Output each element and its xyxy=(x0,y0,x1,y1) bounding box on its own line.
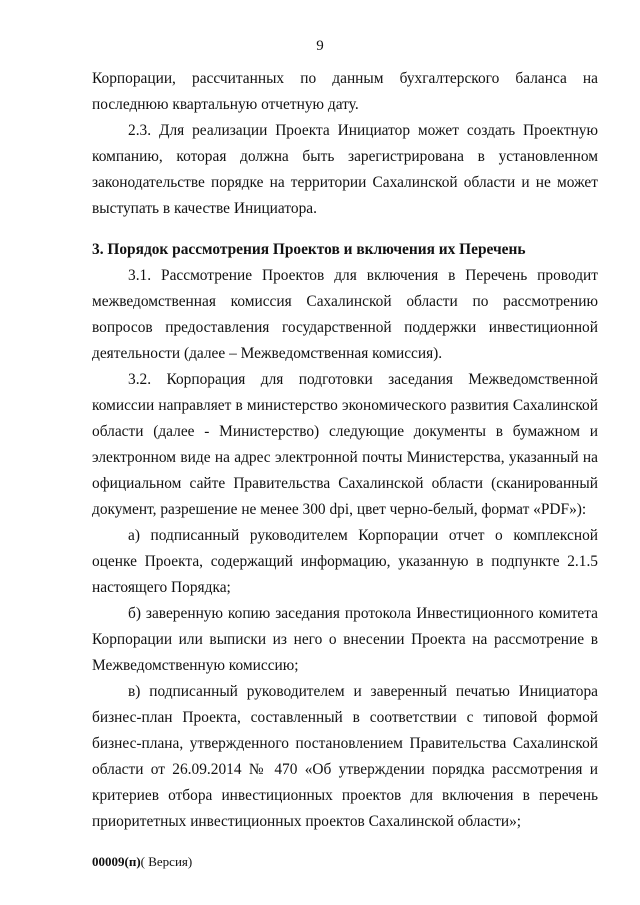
page-number: 9 xyxy=(316,38,324,54)
list-item-b: б) заверенную копию заседания протокола Инвестиционного комитета Корпорации или выписки из него о внесении Проекта на рассмотрение в Межведомственную комиссию; xyxy=(92,605,598,674)
section-spacer xyxy=(92,222,598,237)
paragraph-3-2: 3.2. Корпорация для подготовки заседания Межведомственной комиссии направляет в министерство экономического развития Сахалинской области (далее - Министерство) следующие документы в бумажном и электронном виде на адрес электронной почты Министерства, указанный на официальном сайте Правительства Сахалинской области (сканированный документ, разрешение не менее 300 dpi, цвет черно-белый, формат «PDF»): xyxy=(92,371,598,518)
paragraph-3-1: 3.1. Рассмотрение Проектов для включения в Перечень проводит межведомственная комиссия Сахалинской области по рассмотрению вопросов предоставления государственной поддержки инвестиционной деятельности (далее – Межведомственная комиссия). xyxy=(92,267,598,362)
footer-version xyxy=(92,854,192,870)
paragraph-continuation: Корпорации, рассчитанных по данным бухгалтерского баланса на последнюю квартальную отчетную дату. xyxy=(92,70,598,113)
footer-code: 00009(п) xyxy=(92,854,141,869)
section-heading-3: 3. Порядок рассмотрения Проектов и включения их Перечень xyxy=(92,241,526,258)
paragraph-2-3: 2.3. Для реализации Проекта Инициатор может создать Проектную компанию, которая должна быть зарегистрирована в установленном законодательстве порядке на территории Сахалинской области и не может выступать в качестве Инициатора. xyxy=(92,122,598,217)
document-body xyxy=(92,66,598,835)
list-item-v: в) подписанный руководителем и заверенный печатью Инициатора бизнес-план Проекта, составленный в соответствии с типовой формой бизнес-плана, утвержденного постановлением Правительства Сахалинской области от 26.09.2014 № 470 «Об утверждении порядка рассмотрения и критериев отбора инвестиционных проектов для включения в перечень приоритетных инвестиционных проектов Сахалинской области»; xyxy=(92,683,598,830)
footer-version-label: ( Версия) xyxy=(140,854,193,869)
list-item-a: а) подписанный руководителем Корпорации отчет о комплексной оценке Проекта, содержащий информацию, указанную в подпункте 2.1.5 настоящего Порядка; xyxy=(92,527,598,596)
